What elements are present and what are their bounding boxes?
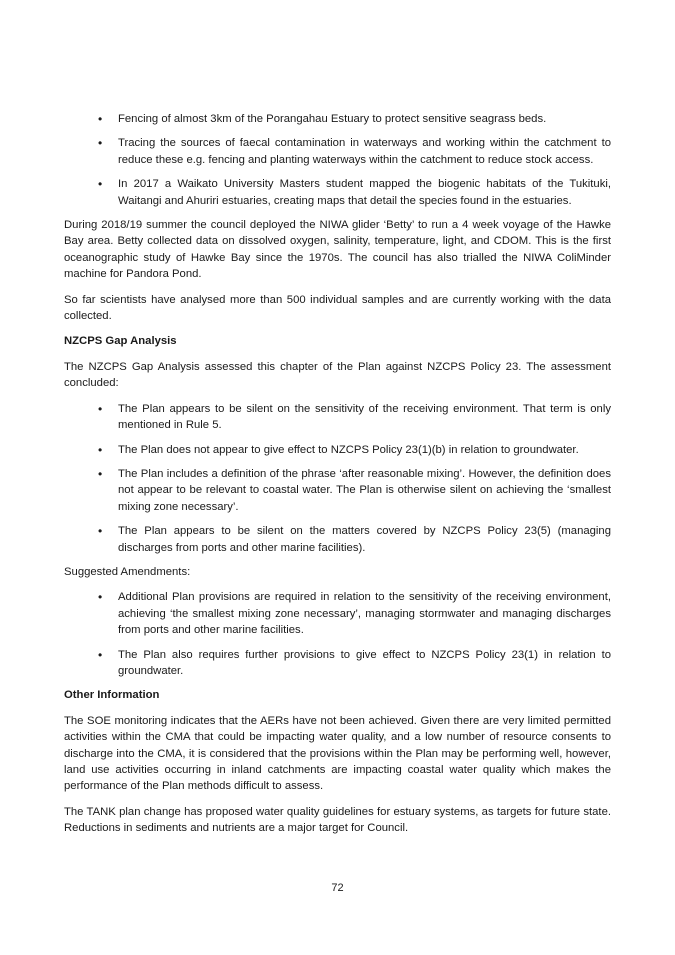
heading-other-information: Other Information (64, 689, 160, 702)
document-body (64, 111, 611, 846)
list-item (64, 401, 611, 434)
paragraph-glider: During 2018/19 summer the council deployed the NIWA glider ‘Betty’ to run a 4 week voyage of the Hawke Bay area. Betty collected data on dissolved oxygen, salinity, temperature, light, and CDOM. This is the first oceanographic study of Hawke Bay since the 1970s. The council has also trialled the NIWA ColiMinder machine for Pandora Pond. (64, 219, 611, 281)
paragraph-samples: So far scientists have analysed more than 500 individual samples and are currently working with the data collected. (64, 293, 611, 323)
list-item-text: The Plan also requires further provisions to give effect to NZCPS Policy 23(1) in relation to groundwater. (118, 648, 611, 677)
label-suggested-amendments: Suggested Amendments: (64, 565, 191, 578)
bullet-icon: • (98, 524, 103, 539)
bullet-list-activities (64, 111, 611, 209)
list-item-text: Fencing of almost 3km of the Porangahau Estuary to protect sensitive seagrass beds. (118, 113, 547, 125)
list-item (64, 111, 611, 127)
list-item-text: The Plan appears to be silent on the matters covered by NZCPS Policy 23(5) (managing discharges from ports and other marine facilities). (118, 525, 611, 554)
list-item (64, 176, 611, 209)
paragraph-soe: The SOE monitoring indicates that the AERs have not been achieved. Given there are very limited permitted activities within the CMA that could be impacting water quality, and a low number of resource consents to discharge into the CMA, it is considered that the provisions within the Plan may be performing well, however, land use activities occurring in inland catchments are impacting coastal water quality which makes the performance of the Plan methods difficult to assess. (64, 714, 611, 793)
list-item (64, 647, 611, 680)
list-item-text: Additional Plan provisions are required in relation to the sensitivity of the receiving environment, achieving ‘the smallest mixing zone necessary’, managing stormwater and managing discharges from ports and other marine facilities. (118, 591, 611, 637)
list-item-text: The Plan includes a definition of the phrase ‘after reasonable mixing’. However, the definition does not appear to be relevant to coastal water. The Plan is otherwise silent on achieving the ‘smallest mixing zone necessary’. (118, 467, 611, 513)
list-item-text: The Plan does not appear to give effect to NZCPS Policy 23(1)(b) in relation to groundwater. (118, 443, 579, 456)
bullet-icon: • (98, 136, 103, 151)
list-item-text: The Plan appears to be silent on the sensitivity of the receiving environment. That term is only mentioned in Rule 5. (118, 402, 611, 432)
bullet-icon: • (98, 112, 103, 126)
bullet-icon: • (98, 442, 103, 457)
list-item (64, 442, 611, 458)
list-item (64, 466, 611, 515)
heading-gap-analysis: NZCPS Gap Analysis (64, 335, 177, 348)
bullet-icon: • (98, 590, 103, 605)
bullet-icon: • (98, 647, 103, 662)
bullet-icon: • (98, 401, 103, 416)
list-item-text: Tracing the sources of faecal contamination in waterways and working within the catchment to reduce these e.g. fencing and planting waterways within the catchment to reduce stock access. (118, 137, 611, 166)
paragraph-tank: The TANK plan change has proposed water quality guidelines for estuary systems, as targets for future state. Reductions in sediments and nutrients are a major target for Council. (64, 805, 611, 835)
bullet-list-gap (64, 401, 611, 556)
bullet-icon: • (98, 177, 103, 192)
page-number: 72 (331, 882, 344, 894)
list-item (64, 135, 611, 168)
bullet-icon: • (98, 466, 103, 481)
list-item-text: In 2017 a Waikato University Masters student mapped the biogenic habitats of the Tukituki, Waitangi and Ahuriri estuaries, creating maps that detail the species found in the estuaries. (118, 178, 611, 207)
bullet-list-amendments (64, 589, 611, 679)
list-item (64, 523, 611, 556)
paragraph-gap-intro: The NZCPS Gap Analysis assessed this chapter of the Plan against NZCPS Policy 23. The assessment concluded: (64, 360, 611, 390)
list-item (64, 589, 611, 638)
